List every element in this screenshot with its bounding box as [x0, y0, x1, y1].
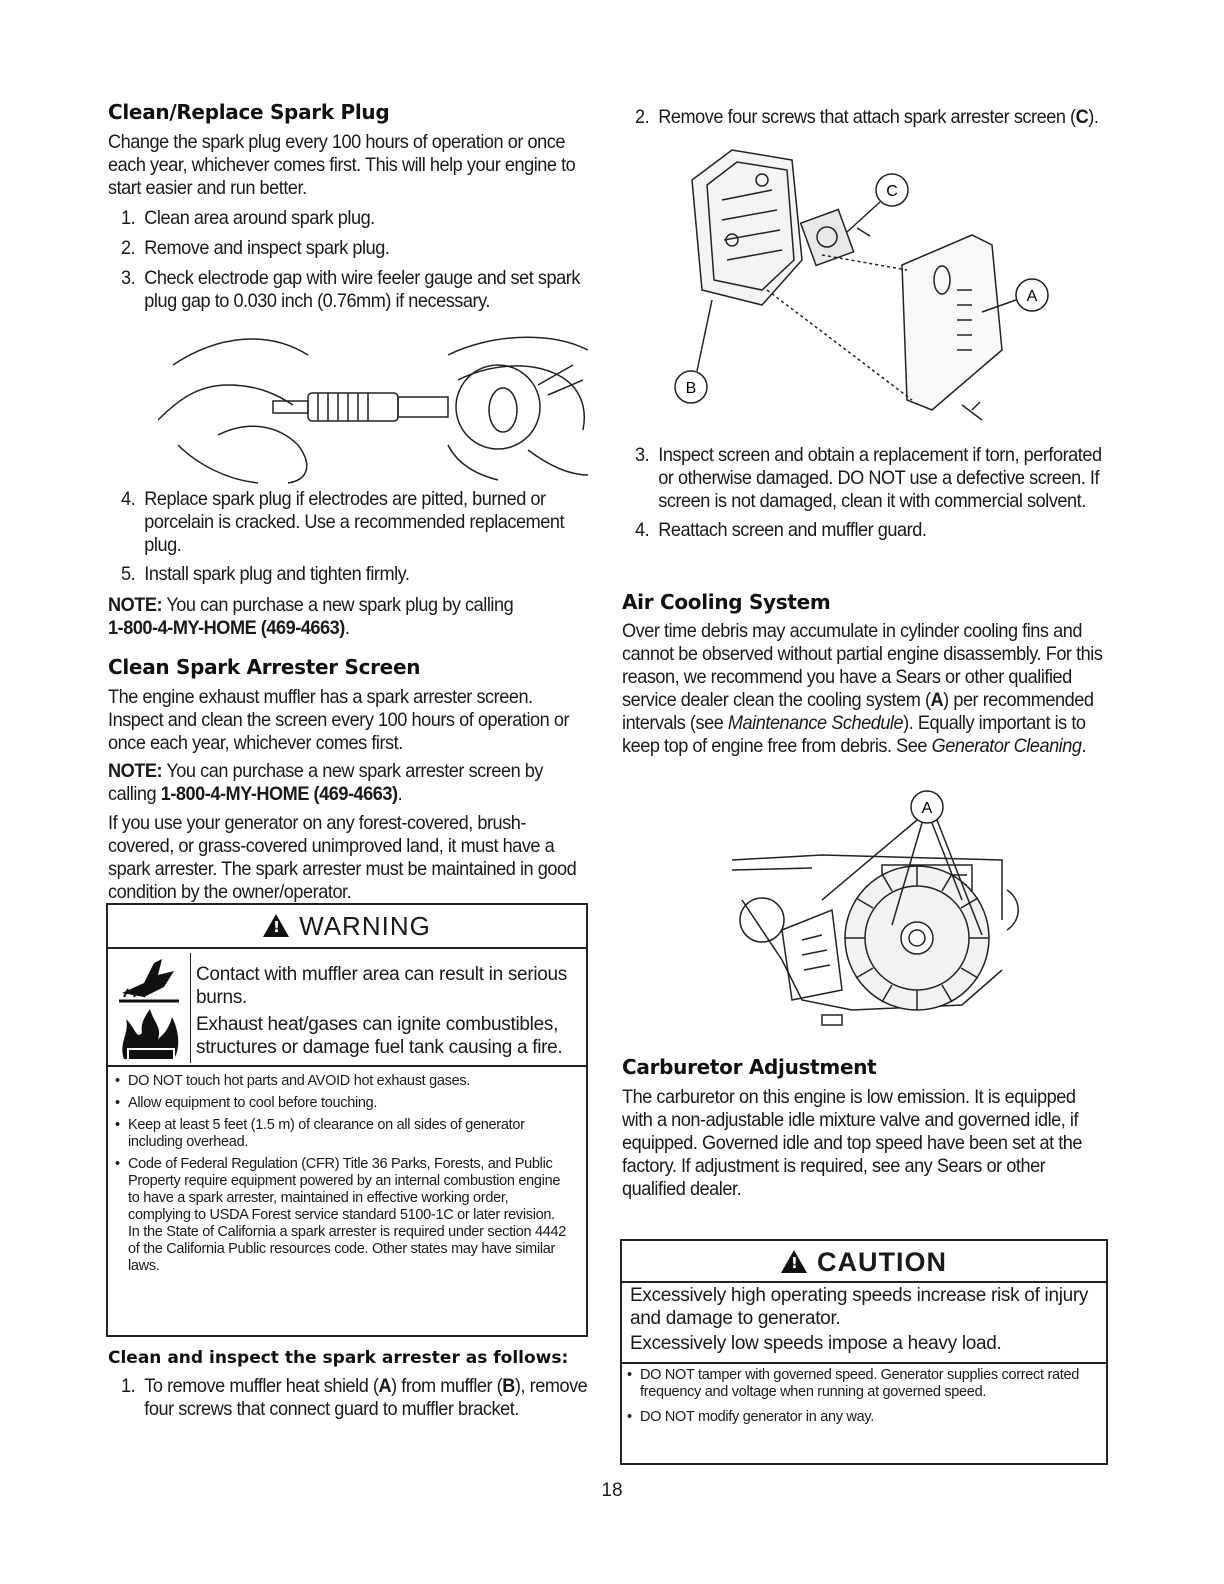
- step-text: To remove muffler heat shield (: [144, 1375, 379, 1397]
- list-item: • DO NOT modify generator in any way.: [626, 1409, 1096, 1426]
- note-label: NOTE:: [108, 760, 163, 782]
- note-label: NOTE:: [108, 594, 163, 616]
- caution-box: [620, 1239, 1108, 1465]
- spark-plug-note: [108, 594, 592, 640]
- step-text: ), remove four screws that connect guard to muffler bracket.: [144, 1375, 588, 1420]
- warning-message-2: Exhaust heat/gases can ignite combustibles, structures or damage fuel tank causing a fire.: [196, 1014, 563, 1058]
- step-text: ).: [1088, 106, 1099, 128]
- step-number: 2.: [635, 106, 650, 128]
- note-text: You can purchase a new spark arrester screen by calling: [108, 760, 544, 805]
- step-text: Inspect screen and obtain a replacement if torn, perforated or otherwise damaged. DO NOT use a defective screen. If screen is not damaged, clean it with commercial solvent.: [658, 444, 1102, 512]
- step-text: ) from muffler (: [391, 1375, 503, 1397]
- callout-b: B: [502, 1375, 515, 1397]
- step-text: Remove four screws that attach spark arrester screen (: [658, 106, 1076, 128]
- spark-arrester-heading: Clean Spark Arrester Screen: [108, 655, 421, 679]
- air-cooling-text-4: .: [1081, 735, 1087, 757]
- step-text: Install spark plug and tighten firmly.: [144, 563, 410, 585]
- spark-plug-heading: Clean/Replace Spark Plug: [108, 100, 390, 124]
- cooling-system-illustration: [722, 790, 1032, 1030]
- caution-message-2: Excessively low speeds impose a heavy load.: [630, 1333, 1002, 1354]
- arrester-step-2: [622, 106, 1106, 129]
- caution-title: [622, 1247, 1106, 1278]
- muffler-illustration: [672, 140, 1072, 440]
- warning-message-1: Contact with muffler area can result in serious burns.: [196, 964, 568, 1008]
- list-item: [622, 519, 1106, 542]
- step-number: 4.: [121, 488, 136, 510]
- step-number: 4.: [635, 519, 650, 541]
- caution-message-1: Excessively high operating speeds increase risk of injury and damage to generator.: [630, 1285, 1089, 1329]
- generator-cleaning-link[interactable]: Generator Cleaning: [931, 735, 1082, 757]
- list-item: • DO NOT tamper with governed speed. Generator supplies correct rated frequency and voltage when running at governed speed.: [626, 1367, 1096, 1401]
- air-cooling-text-1: Over time debris may accumulate in cylinder cooling fins and cannot be observed without partial engine disassembly. For this reason, we recommend you have a Sears or other qualified service dealer clean the cooling system (: [622, 620, 1103, 711]
- caution-title-text: CAUTION: [817, 1247, 947, 1277]
- note-text: You can purchase a new spark plug by calling: [162, 594, 514, 616]
- list-item: • DO NOT touch hot parts and AVOID hot exhaust gases.: [114, 1073, 569, 1090]
- phone-number: 1-800-4-MY-HOME (469-4663): [160, 783, 398, 805]
- list-item: • Keep at least 5 feet (1.5 m) of clearance on all sides of generator including overhead.: [114, 1117, 569, 1151]
- step-number: 3.: [121, 267, 136, 289]
- callout-c: C: [1075, 106, 1089, 128]
- divider: [108, 947, 586, 949]
- step-text: Remove and inspect spark plug.: [144, 237, 390, 259]
- list-item: [108, 488, 592, 557]
- warning-bullets: [114, 1073, 569, 1275]
- carburetor-text: The carburetor on this engine is low emission. It is equipped with a non-adjustable idle mixture valve and governed idle, if equipped. Governed idle and top speed have been set at the factory. If adjustment is required, see any Sears or other qualified dealer.: [622, 1086, 1083, 1200]
- spark-plug-illustration: [158, 325, 588, 485]
- carburetor-heading: Carburetor Adjustment: [622, 1055, 877, 1079]
- inspect-arrester-subheading: Clean and inspect the spark arrester as follows:: [108, 1348, 569, 1368]
- list-item: • Allow equipment to cool before touching.: [114, 1095, 569, 1112]
- step-text: Reattach screen and muffler guard.: [658, 519, 927, 541]
- spark-plug-intro: Change the spark plug every 100 hours of operation or once each year, whichever comes first. This will help your engine to start easier and run better.: [108, 131, 576, 199]
- warning-title-text: WARNING: [299, 911, 431, 941]
- list-item: [108, 267, 592, 313]
- air-cooling-heading: Air Cooling System: [622, 590, 831, 614]
- step-number: 2.: [121, 237, 136, 259]
- divider: [622, 1281, 1106, 1283]
- step-text: Replace spark plug if electrodes are pitted, burned or porcelain is cracked. Use a recommended replacement plug.: [144, 488, 565, 556]
- list-item: • Code of Federal Regulation (CFR) Title 36 Parks, Forests, and Public Property require equipment powered by an internal combustion engine to have a spark arrester, maintained in effective working order, complying to USDA Forest service standard 5100-1C or later revision. In the State of California a spark arrester is required under section 4442 of the California Public resources code. Other states may have similar laws.: [114, 1156, 569, 1275]
- label-b: B: [685, 380, 697, 397]
- list-item: [622, 444, 1106, 513]
- step-text: Clean area around spark plug.: [144, 207, 375, 229]
- warning-title: [108, 911, 586, 942]
- phone-number: 1-800-4-MY-HOME (469-4663): [108, 617, 345, 639]
- arrester-steps-3-4: [622, 444, 1106, 542]
- step-text: Check electrode gap with wire feeler gauge and set spark plug gap to 0.030 inch (0.76mm) if necessary.: [144, 267, 580, 312]
- step-number: 1.: [121, 207, 136, 229]
- inspect-arrester-steps: [108, 1375, 592, 1421]
- spark-plug-steps-a: [108, 207, 592, 313]
- note-end: .: [344, 617, 350, 639]
- label-c: C: [886, 183, 898, 200]
- callout-a: A: [378, 1375, 392, 1397]
- list-item: [108, 207, 592, 230]
- step-number: 5.: [121, 563, 136, 585]
- label-a: A: [921, 800, 933, 817]
- maintenance-schedule-link[interactable]: Maintenance Schedule: [727, 712, 904, 734]
- list-item: [622, 106, 1106, 129]
- step-number: 3.: [635, 444, 650, 466]
- step-number: 1.: [121, 1375, 136, 1397]
- list-item: [108, 237, 592, 260]
- spark-plug-steps-b: [108, 488, 592, 586]
- warning-box: [106, 903, 588, 1337]
- air-cooling-text-3: ). Equally important is to keep top of engine free from debris. See: [622, 712, 1086, 757]
- burn-hazard-icon: [114, 953, 184, 1063]
- label-a: A: [1026, 288, 1038, 305]
- warning-triangle-icon: [781, 1250, 807, 1273]
- spark-arrester-intro: The engine exhaust muffler has a spark arrester screen. Inspect and clean the screen every 100 hours of operation or once each year, whichever comes first.: [108, 686, 570, 754]
- divider: [622, 1362, 1106, 1364]
- note-end: .: [397, 783, 403, 805]
- list-item: [108, 563, 592, 586]
- callout-a: A: [930, 689, 944, 711]
- spark-arrester-note: [108, 760, 592, 806]
- warning-triangle-icon: [263, 914, 289, 937]
- list-item: [108, 1375, 592, 1421]
- caution-bullets: [626, 1367, 1096, 1426]
- divider: [108, 1065, 586, 1067]
- air-cooling-text-2: ) per recommended intervals (see: [622, 689, 1094, 734]
- spark-arrester-paragraph: If you use your generator on any forest-covered, brush-covered, or grass-covered unimproved land, it must have a spark arrester. The spark arrester must be maintained in good condition by the owner/operator.: [108, 812, 577, 903]
- page-number: 18: [601, 1480, 623, 1501]
- divider: [190, 953, 191, 1063]
- air-cooling-text: [622, 620, 1106, 758]
